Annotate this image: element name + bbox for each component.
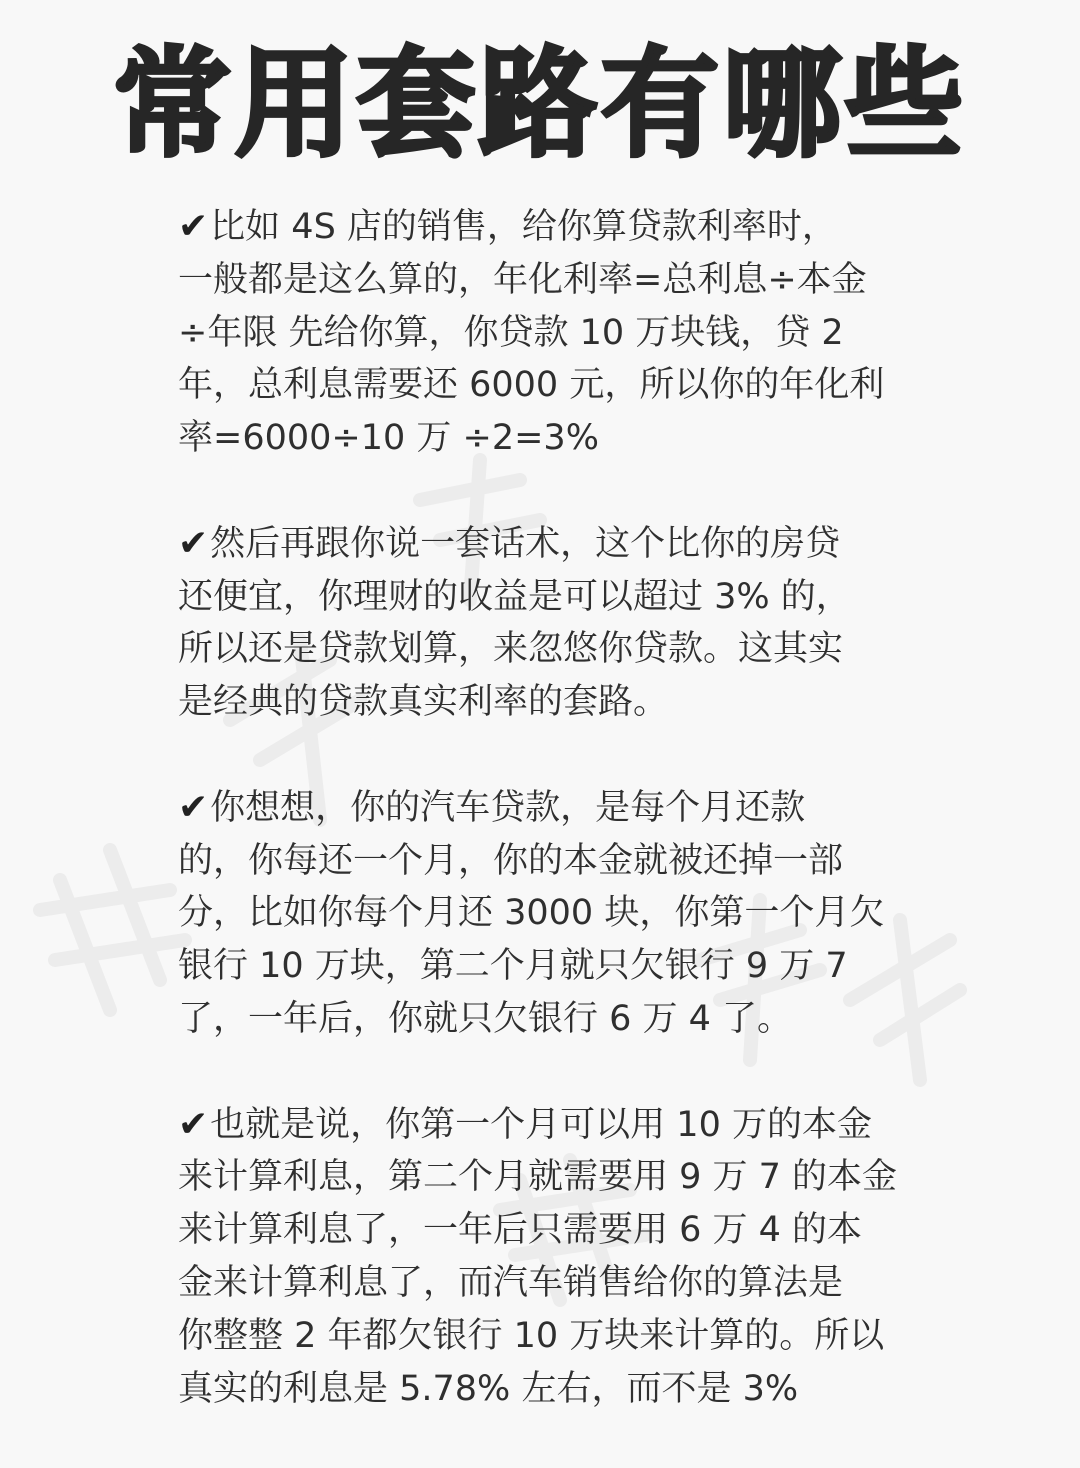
paragraph-3 — [178, 782, 938, 1046]
text-line: 分，比如你每个月还 3000 块，你第一个月欠 — [178, 893, 885, 934]
check-icon: ✔ — [178, 522, 209, 564]
paragraph-1 — [178, 201, 938, 465]
text-line: 金来计算利息了，而汽车销售给你的算法是 — [178, 1262, 844, 1303]
text-line: ✔比如 4S 店的销售，给你算贷款利率时， — [178, 201, 938, 254]
text-line: ✔也就是说，你第一个月可以用 10 万的本金 — [178, 1099, 938, 1152]
text-line: 的，你每还一个月，你的本金就被还掉一部 — [178, 840, 844, 881]
text-line: 了，一年后，你就只欠银行 6 万 4 了。 — [178, 998, 793, 1039]
text-line: 银行 10 万块，第二个月就只欠银行 9 万 7 — [178, 946, 848, 987]
text-line: 还便宜，你理财的收益是可以超过 3% 的， — [178, 576, 851, 617]
text-line: 来计算利息了，一年后只需要用 6 万 4 的本 — [178, 1210, 863, 1251]
text-line: 真实的利息是 5.78% 左右，而不是 3% — [178, 1368, 799, 1409]
text-line: ✔然后再跟你说一套话术，这个比你的房贷 — [178, 518, 938, 571]
text-line: 是经典的贷款真实利率的套路。 — [178, 682, 669, 723]
text-line: 率=6000÷10 万 ÷2=3% — [178, 418, 599, 459]
paragraph-4 — [178, 1099, 938, 1416]
text-line: 你整整 2 年都欠银行 10 万块来计算的。所以 — [178, 1315, 885, 1356]
text-line: 一般都是这么算的，年化利率=总利息÷本金 — [178, 259, 867, 300]
article-body — [178, 201, 938, 1468]
check-icon: ✔ — [178, 1103, 209, 1145]
text-line: 所以还是贷款划算，来忽悠你贷款。这其实 — [178, 629, 844, 670]
check-icon: ✔ — [178, 206, 209, 247]
paragraph-2 — [178, 518, 938, 729]
text-line: ÷年限 先给你算，你贷款 10 万块钱，贷 2 — [178, 312, 844, 353]
text-line: 年，总利息需要还 6000 元，所以你的年化利 — [178, 365, 885, 406]
page-title: 常用套路有哪些 — [112, 35, 967, 173]
text-line: ✔你想想，你的汽车贷款，是每个月还款 — [178, 782, 938, 835]
check-icon: ✔ — [178, 786, 209, 828]
text-line: 来计算利息，第二个月就需要用 9 万 7 的本金 — [178, 1157, 898, 1198]
